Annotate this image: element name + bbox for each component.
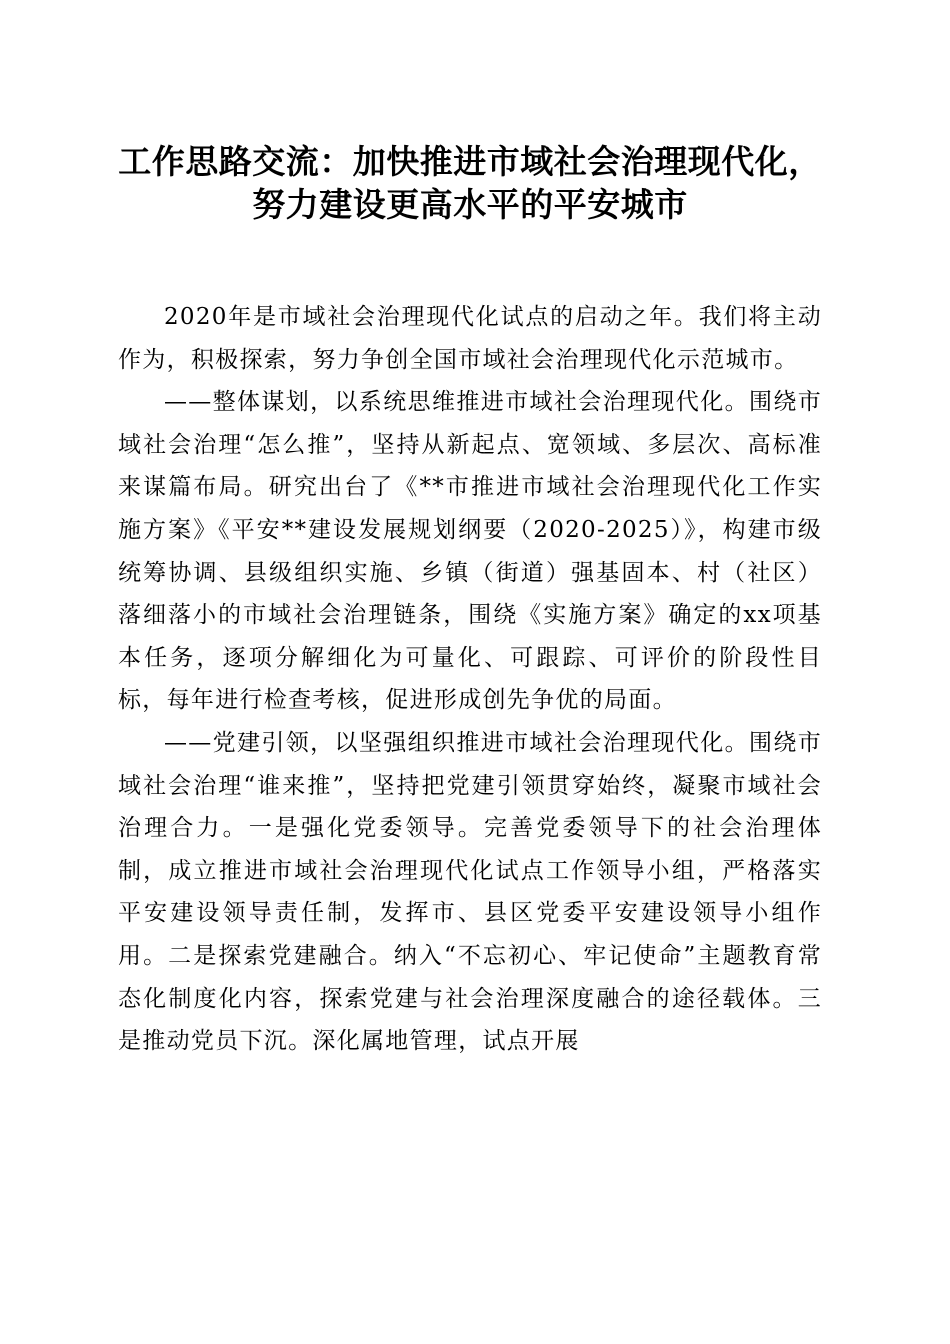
paragraph-intro: 2020年是市域社会治理现代化试点的启动之年。我们将主动作为，积极探索，努力争创全国市域社会治理现代化示范城市。 bbox=[118, 304, 822, 373]
paragraph-party-leadership: ——党建引领，以坚强组织推进市域社会治理现代化。围绕市域社会治理“谁来推”，坚持把党建引领贯穿始终，凝聚市域社会治理合力。一是强化党委领导。完善党委领导下的社会治理体制，成立推进市域社会治理现代化试点工作领导小组，严格落实平安建设领导责任制，发挥市、县区党委平安建设领导小组作用。二是探索党建融合。纳入“不忘初心、牢记使命”主题教育常态化制度化内容，探索党建与社会治理深度融合的途径载体。三是推动党员下沉。深化属地管理，试点开展 bbox=[118, 729, 822, 1055]
document-body bbox=[118, 296, 822, 1063]
paragraph-overall-planning: ——整体谋划，以系统思维推进市域社会治理现代化。围绕市域社会治理“怎么推”，坚持从新起点、宽领域、多层次、高标准来谋篇布局。研究出台了《**市推进市域社会治理现代化工作实施方案》《平安**建设发展规划纲要（2020-2025）》，构建市级统筹协调、县级组织实施、乡镇（街道）强基固本、村（社区）落细落小的市域社会治理链条，围绕《实施方案》确定的xx项基本任务，逐项分解细化为可量化、可跟踪、可评价的阶段性目标，每年进行检查考核，促进形成创先争优的局面。 bbox=[118, 389, 822, 714]
document-title bbox=[118, 140, 822, 226]
title-line-2: 努力建设更高水平的平安城市 bbox=[252, 185, 688, 224]
title-line-1: 工作思路交流：加快推进市域社会治理现代化， bbox=[118, 142, 822, 181]
